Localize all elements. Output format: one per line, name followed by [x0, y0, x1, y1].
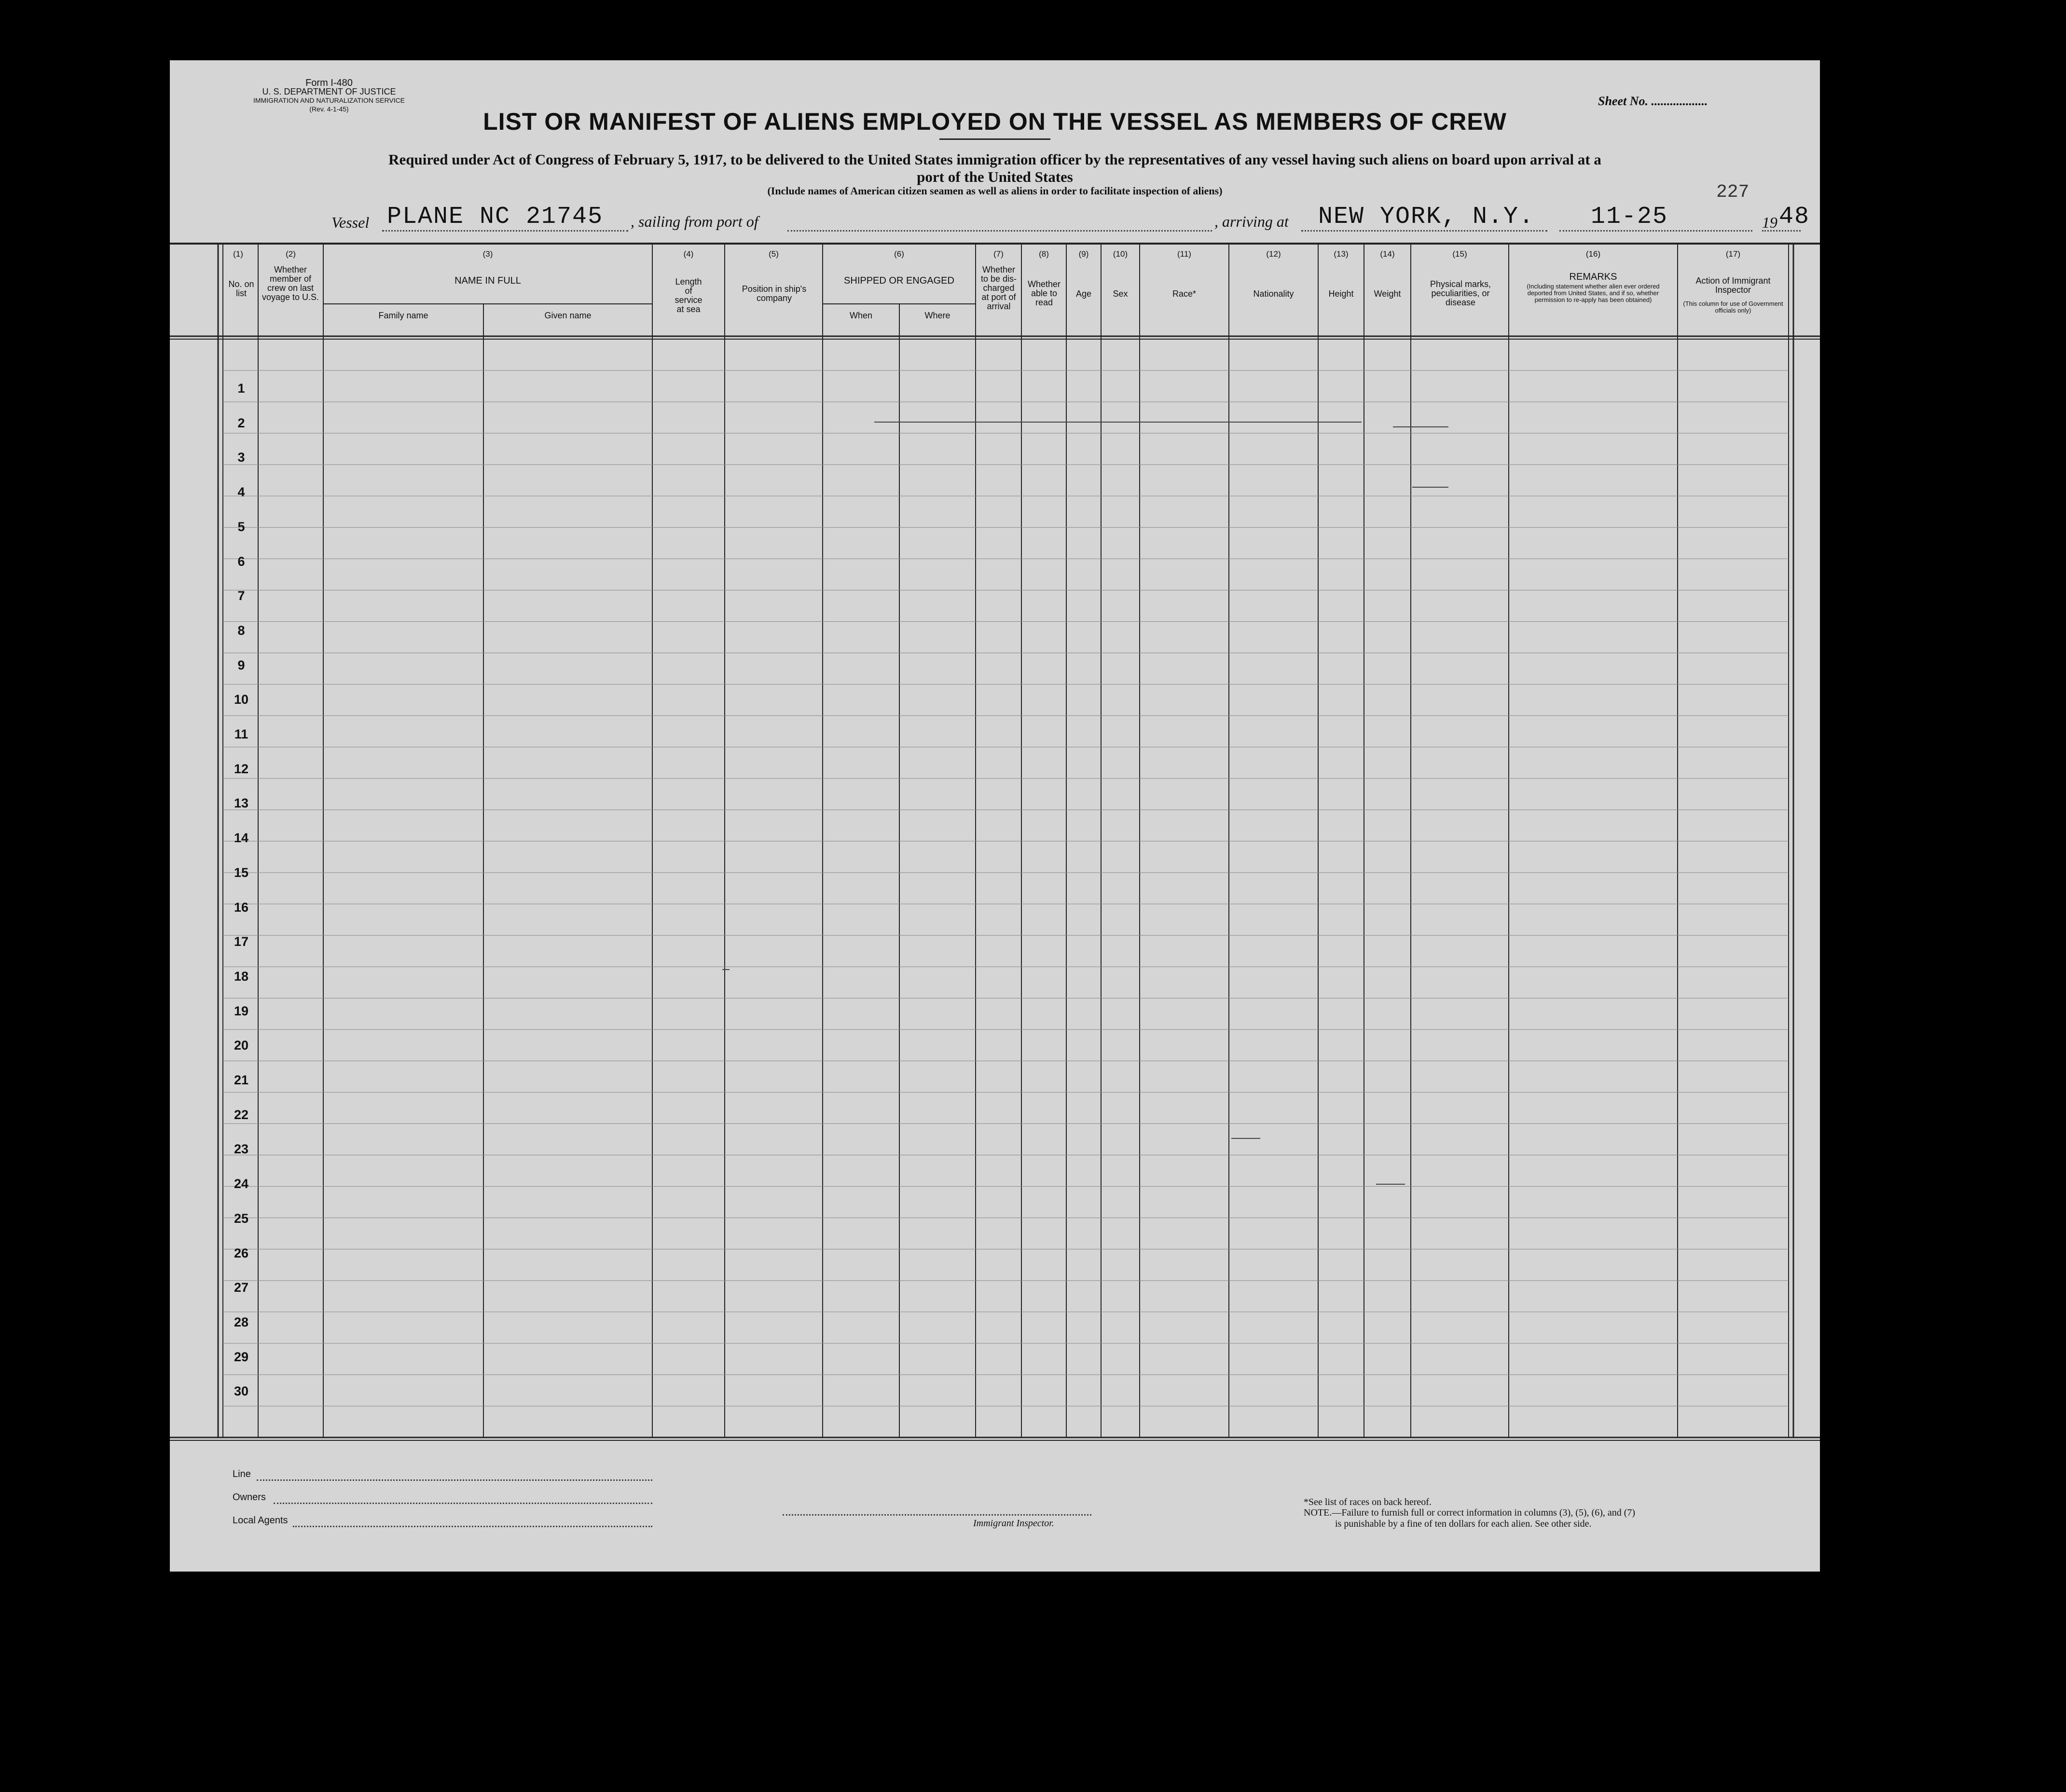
row-number: 5 [237, 519, 245, 534]
col17-note: (This column for use of Government officials only) [1683, 300, 1783, 314]
row-number: 28 [234, 1314, 249, 1329]
row-number: 24 [234, 1176, 249, 1191]
row-number: 6 [237, 554, 245, 569]
row-number: 7 [237, 588, 245, 603]
row-number: 3 [237, 450, 245, 465]
row-number: 15 [234, 865, 249, 880]
line-dotted-field [257, 1478, 652, 1481]
vessel-name-value: PLANE NC 21745 [387, 203, 604, 231]
col12-number: (12) [1266, 249, 1281, 259]
row-number: 30 [234, 1384, 249, 1399]
revision-date: (Rev. 4-1-45) [309, 105, 349, 113]
row-number: 17 [234, 934, 249, 949]
col17-header: Action of Immigrant Inspector [1695, 276, 1771, 295]
col14-number: (14) [1380, 249, 1395, 259]
row-number: 21 [234, 1073, 249, 1087]
row-number: 4 [237, 485, 245, 500]
manifest-sheet [170, 60, 1820, 1572]
arriving-label: , arriving at [1214, 213, 1289, 230]
row-number: 16 [234, 900, 249, 915]
inspector-signature-line [783, 1513, 1091, 1516]
races-note: *See list of races on back hereof. [1304, 1497, 1432, 1507]
col3-given-name-header: Given name [544, 311, 592, 320]
row-number: 27 [234, 1280, 249, 1295]
col3-family-name-header: Family name [378, 311, 428, 320]
col15-header: Physical marks, peculiarities, or disease [1430, 279, 1491, 307]
col6-number: (6) [894, 249, 904, 259]
inspector-label: Immigrant Inspector. [973, 1518, 1054, 1529]
service-name: IMMIGRATION AND NATURALIZATION SERVICE [253, 96, 405, 104]
col16-number: (16) [1585, 249, 1601, 259]
col5-header: Position in ship's company [742, 284, 807, 303]
col9-number: (9) [1078, 249, 1089, 259]
row-number: 29 [234, 1349, 249, 1364]
note-label: NOTE. [1304, 1507, 1332, 1518]
row-number: 13 [234, 796, 249, 811]
col6-where-header: Where [924, 311, 950, 320]
owners-label: Owners [233, 1492, 266, 1503]
page-title: LIST OR MANIFEST OF ALIENS EMPLOYED ON THE VESSEL AS MEMBERS OF CREW [483, 108, 1507, 135]
row-number: 8 [237, 623, 245, 638]
col13-number: (13) [1334, 249, 1349, 259]
row-number: 18 [234, 969, 249, 984]
stamp-number: 227 [1716, 182, 1749, 203]
local-agents-label: Local Agents [233, 1515, 288, 1526]
failure-note-line2: is punishable by a fine of ten dollars for each alien. See other side. [1335, 1518, 1592, 1529]
row-number: 19 [234, 1003, 249, 1018]
arriving-port-value: NEW YORK, N.Y. [1318, 203, 1535, 231]
row-number: 11 [234, 727, 248, 741]
line-label: Line [233, 1469, 251, 1479]
col16-note: (Including statement whether alien ever ordered deported from United States, and if so, whether permission to re-apply has been obtained) [1527, 283, 1660, 303]
col5-number: (5) [769, 249, 779, 259]
col10-number: (10) [1113, 249, 1128, 259]
col4-number: (4) [683, 249, 694, 259]
row-number: 26 [234, 1245, 249, 1260]
row-number: 2 [237, 415, 245, 430]
col3-number: (3) [482, 249, 493, 259]
col11-header: Race* [1172, 289, 1197, 299]
row-number: 14 [234, 831, 249, 846]
col7-number: (7) [993, 249, 1004, 259]
row-number: 12 [234, 761, 249, 776]
department-name: U. S. DEPARTMENT OF JUSTICE [262, 87, 396, 96]
row-number: 9 [237, 657, 245, 672]
col17-number: (17) [1725, 249, 1741, 259]
col6-header: SHIPPED OR ENGAGED [844, 275, 954, 286]
sheet-number-label: Sheet No. .................. [1598, 94, 1708, 108]
col9-header: Age [1075, 289, 1092, 299]
row-number: 22 [234, 1107, 249, 1122]
note-text: —Failure to furnish full or correct information in columns (3), (5), (6), and (7) [1332, 1507, 1636, 1518]
row-number: 10 [234, 692, 249, 707]
year-value: 48 [1779, 203, 1810, 231]
col8-header: Whether able to read [1027, 279, 1061, 307]
col11-number: (11) [1177, 249, 1191, 259]
col3-header: NAME IN FULL [455, 275, 521, 286]
row-number: 23 [234, 1142, 249, 1157]
local-agents-dotted-field [293, 1525, 652, 1527]
col2-header: Whether member of crew on last voyage to U.S. [262, 265, 319, 302]
col6-when-header: When [849, 311, 873, 320]
year-prefix: 19 [1762, 214, 1777, 231]
col2-number: (2) [286, 249, 296, 259]
col15-number: (15) [1452, 249, 1467, 259]
col7-header: Whether to be dis-charged at port of arrival [980, 265, 1017, 311]
subtitle-note: (Include names of American citizen seamen as well as aliens in order to facilitate inspection of aliens) [767, 185, 1223, 197]
col16-header: REMARKS [1569, 272, 1617, 282]
col10-header: Sex [1113, 289, 1128, 299]
form-number: Form I-480 [305, 78, 353, 88]
col13-header: Height [1328, 289, 1354, 299]
col8-number: (8) [1039, 249, 1049, 259]
col4-header: Length of service at sea [675, 277, 702, 314]
col1-header: No. on list [228, 279, 254, 298]
row-number: 25 [234, 1211, 249, 1226]
owners-dotted-field [274, 1502, 652, 1504]
date-value: 11-25 [1591, 203, 1668, 231]
subtitle-line1: Required under Act of Congress of February 5, 1917, to be delivered to the United States immigration officer by the representatives of any vessel having such aliens on board upon arrival at a [388, 151, 1601, 168]
col14-header: Weight [1374, 289, 1401, 299]
row-number: 1 [237, 381, 245, 396]
failure-note [1304, 1507, 1738, 1518]
vessel-label: Vessel [331, 214, 370, 231]
col1-number: (1) [233, 249, 243, 259]
subtitle-line2: port of the United States [917, 168, 1073, 185]
sailing-label: , sailing from port of [631, 213, 758, 230]
col12-header: Nationality [1253, 289, 1294, 299]
row-number: 20 [234, 1038, 249, 1053]
